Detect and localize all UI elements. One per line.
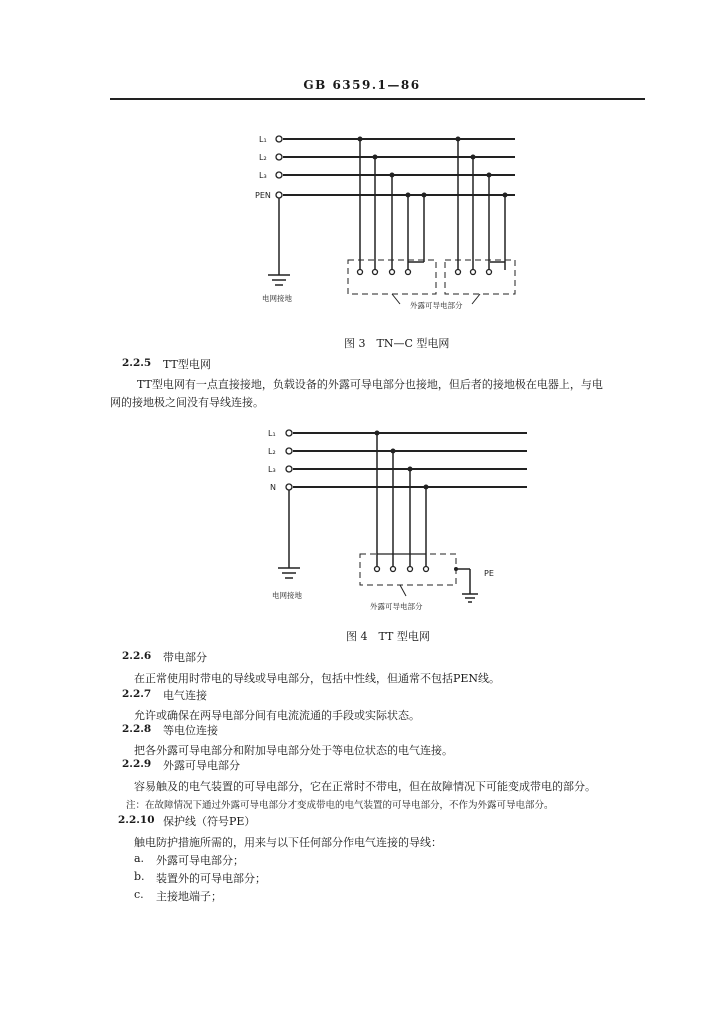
section-2-2-5-text-1: TT型电网有一点直接接地，负载设备的外露可导电部分也接地，但后者的接地极在电器上，与电 bbox=[137, 378, 603, 391]
section-2-2-7-title: 电气连接 bbox=[163, 689, 207, 702]
fig4-ground-label: 电网接地 bbox=[272, 591, 302, 600]
figure-3-diagram bbox=[0, 125, 724, 325]
list-item-c-marker: c. bbox=[134, 888, 144, 901]
fig3-ground-label: 电网接地 bbox=[262, 294, 292, 303]
section-2-2-9-number: 2.2.9 bbox=[122, 758, 152, 770]
section-2-2-6-title: 带电部分 bbox=[163, 651, 207, 664]
list-item-a-marker: a. bbox=[134, 852, 145, 865]
fig4-label-l1: L₁ bbox=[268, 429, 276, 438]
fig3-label-pen: PEN bbox=[255, 191, 271, 200]
fig4-label-l3: L₃ bbox=[268, 465, 276, 474]
section-2-2-8-number: 2.2.8 bbox=[122, 723, 152, 735]
section-2-2-9-text: 容易触及的电气装置的可导电部分，它在正常时不带电，但在故障情况下可能变成带电的部分。 bbox=[134, 780, 596, 793]
page-header: GB 6359.1—86 bbox=[303, 78, 421, 92]
section-2-2-10-title: 保护线（符号PE） bbox=[163, 815, 256, 828]
section-2-2-8-title: 等电位连接 bbox=[163, 724, 218, 737]
section-2-2-7-number: 2.2.7 bbox=[122, 688, 152, 700]
section-2-2-5-number: 2.2.5 bbox=[122, 357, 152, 369]
header-rule bbox=[110, 98, 645, 100]
section-2-2-5-text-2: 网的接地极之间没有导线连接。 bbox=[110, 396, 264, 409]
fig4-label-n: N bbox=[270, 483, 276, 492]
fig3-label-l3: L₃ bbox=[259, 171, 267, 180]
section-2-2-9-title: 外露可导电部分 bbox=[163, 759, 240, 772]
fig3-label-l1: L₁ bbox=[259, 135, 267, 144]
fig3-parts-label: 外露可导电部分 bbox=[410, 301, 463, 310]
fig3-label-l2: L₂ bbox=[259, 153, 267, 162]
section-2-2-10-text: 触电防护措施所需的，用来与以下任何部分作电气连接的导线： bbox=[134, 836, 442, 849]
section-2-2-6-text: 在正常使用时带电的导线或导电部分，包括中性线，但通常不包括PEN线。 bbox=[134, 672, 501, 685]
section-2-2-7-text: 允许或确保在两导电部分间有电流流通的手段或实际状态。 bbox=[134, 709, 420, 722]
fig4-label-l2: L₂ bbox=[268, 447, 276, 456]
fig4-label-pe: PE bbox=[484, 569, 494, 578]
list-item-a-text: 外露可导电部分； bbox=[156, 854, 244, 867]
section-2-2-8-text: 把各外露可导电部分和附加导电部分处于等电位状态的电气连接。 bbox=[134, 744, 453, 757]
fig4-parts-label: 外露可导电部分 bbox=[370, 602, 423, 611]
section-2-2-10-number: 2.2.10 bbox=[118, 814, 155, 826]
figure-4-diagram bbox=[0, 420, 724, 620]
section-2-2-9-note: 注：在故障情况下通过外露可导电部分才变成带电的电气装置的可导电部分，不作为外露可导电部分。 bbox=[126, 800, 554, 811]
list-item-b-marker: b. bbox=[134, 870, 145, 883]
list-item-b-text: 装置外的可导电部分； bbox=[156, 872, 266, 885]
section-2-2-5-title: TT型电网 bbox=[163, 358, 211, 371]
list-item-c-text: 主接地端子； bbox=[156, 890, 222, 903]
figure-3-caption: 图 3 TN—C 型电网 bbox=[344, 337, 450, 350]
figure-4-caption: 图 4 TT 型电网 bbox=[346, 630, 430, 643]
section-2-2-6-number: 2.2.6 bbox=[122, 650, 152, 662]
